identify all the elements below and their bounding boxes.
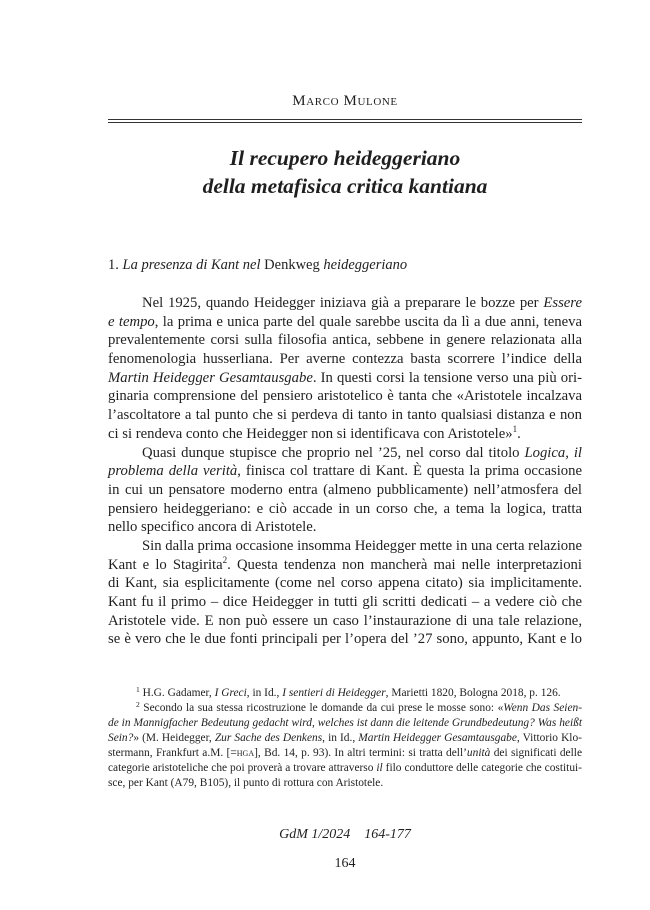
paragraph-2-line: in cui un pensatore moderno entra (almeno pubblicamente) nell’atmosfera del bbox=[108, 481, 582, 498]
paragraph-1-line: Nel 1925, quando Heidegger iniziava già a preparare le bozze per Essere bbox=[142, 295, 582, 311]
body-text bbox=[108, 294, 582, 649]
journal-reference: GdM 1/2024 164-177 bbox=[279, 827, 411, 842]
footnote-2-line: sce, per Kant (A79, B105), il punto di rottura con Aristotele. bbox=[108, 777, 384, 789]
footnotes bbox=[108, 686, 582, 791]
paragraph-1-line: Martin Heidegger Gesamtausgabe. In questi corsi la tensione verso una più ori- bbox=[108, 369, 582, 386]
section-title-part-2: Denkweg bbox=[264, 257, 320, 273]
paragraph-3-line: se è vero che le due fonti principali per l’opera del ’27 sono, appunto, Kant e lo bbox=[108, 631, 582, 648]
paragraph-1-line: l’ascoltatore a tal punto che si perdeva di tanto in tanto qualsiasi distanza e non bbox=[108, 407, 582, 424]
paragraph-3-line: Sin dalla prima occasione insomma Heidegger mette in una certa relazione bbox=[142, 537, 582, 554]
footnote-ref-2[interactable]: 2 bbox=[222, 554, 228, 565]
article-title-line-2: della metafisica critica kantiana bbox=[202, 174, 488, 198]
footnote-1: $^1$ H.G. Gadamer, I Greci, in Id., I sentieri di Heidegger, Marietti 1820, Bologna 2018, p. 126. bbox=[136, 685, 561, 699]
page-number: 164 bbox=[334, 856, 356, 871]
paragraph-1-line: fenomenologia husserliana. Per averne contezza basta scorrere l’indice della bbox=[108, 351, 582, 368]
footnote-mark-2: 2 bbox=[136, 700, 140, 709]
paragraph-1-line: prevalentemente corsi sulla filosofia antica, sebbene in genere relazionata alla bbox=[108, 332, 582, 349]
section-title-part-3: heideggeriano bbox=[323, 257, 408, 273]
paragraph-2-line: pensiero heideggeriano: e ciò accade in un corso che, a tema la logica, tratta bbox=[108, 500, 582, 517]
footnote-mark-1: 1 bbox=[136, 685, 140, 694]
paragraph-2-line: nello specifico ancora di Aristotele. bbox=[108, 519, 317, 536]
footnote-ref-1[interactable]: 1 bbox=[512, 423, 518, 434]
paragraph-2-line: problema della verità, finisca col trattare di Kant. È questa la prima occasione bbox=[108, 463, 582, 480]
paragraph-1-line: ginaria comprensione del pensiero aristotelico è tanta che «Aristotele incalzava bbox=[108, 388, 582, 405]
footnote-2-line: stermann, Frankfurt a.M. [=hga], Bd. 14, p. 93). In altri termini: si tratta dell’unità dei significati delle bbox=[108, 747, 582, 759]
footnote-2-line: categorie aristoteliche che poi proverà a trovare attraverso il filo conduttore delle categorie che costitui- bbox=[108, 762, 582, 774]
article-title-line-1: Il recupero heideggeriano bbox=[229, 146, 461, 170]
paragraph-3-line: Aristotele vide. E non può essere un caso l’instaurazione di una tale relazione, bbox=[108, 612, 582, 629]
paragraph-3-line: Kant fu il primo – dice Heidegger in tutti gli scritti dedicati – a vedere ciò che bbox=[108, 594, 582, 610]
header-rule-bottom bbox=[108, 122, 582, 123]
section-heading bbox=[108, 256, 582, 274]
running-head-author: Marco Mulone bbox=[292, 93, 398, 109]
section-title-part-1: La presenza di Kant nel bbox=[122, 257, 261, 273]
paragraph-1-line: ci si rendeva conto che Heidegger non si identificava con Aristotele»$^1$. bbox=[108, 423, 521, 442]
section-number: 1. bbox=[108, 257, 119, 273]
footnote-2-line: de in Mannigfacher Bedeutung gedacht wird, welches ist dann die leitende Grundbedeutung? Was heißt bbox=[108, 717, 582, 729]
article-title bbox=[108, 144, 582, 200]
paragraph-1-line: e tempo, la prima e unica parte del quale sarebbe uscita da lì a due anni, teneva bbox=[108, 313, 582, 330]
header-rule-top bbox=[108, 119, 582, 120]
paragraph-3-line: di Kant, sia esplicitamente (come nel corso appena citato) sia implicitamente. bbox=[108, 575, 582, 592]
footnote-2-line: $^2$ Secondo la sua stessa ricostruzione le domande da cui prese le mosse sono: «Wenn Das Seien- bbox=[136, 700, 582, 714]
paragraph-2-line: Quasi dunque stupisce che proprio nel ’25, nel corso dal titolo Logica, il bbox=[142, 444, 582, 461]
paragraph-3-line: Kant e lo Stagirita$^2$. Questa tendenza non mancherà mai nelle interpretazioni bbox=[108, 554, 582, 573]
footnote-2-line: Sein?» (M. Heidegger, Zur Sache des Denkens, in Id., Martin Heidegger Gesamtausgabe, Vittorio Klo- bbox=[108, 732, 582, 744]
